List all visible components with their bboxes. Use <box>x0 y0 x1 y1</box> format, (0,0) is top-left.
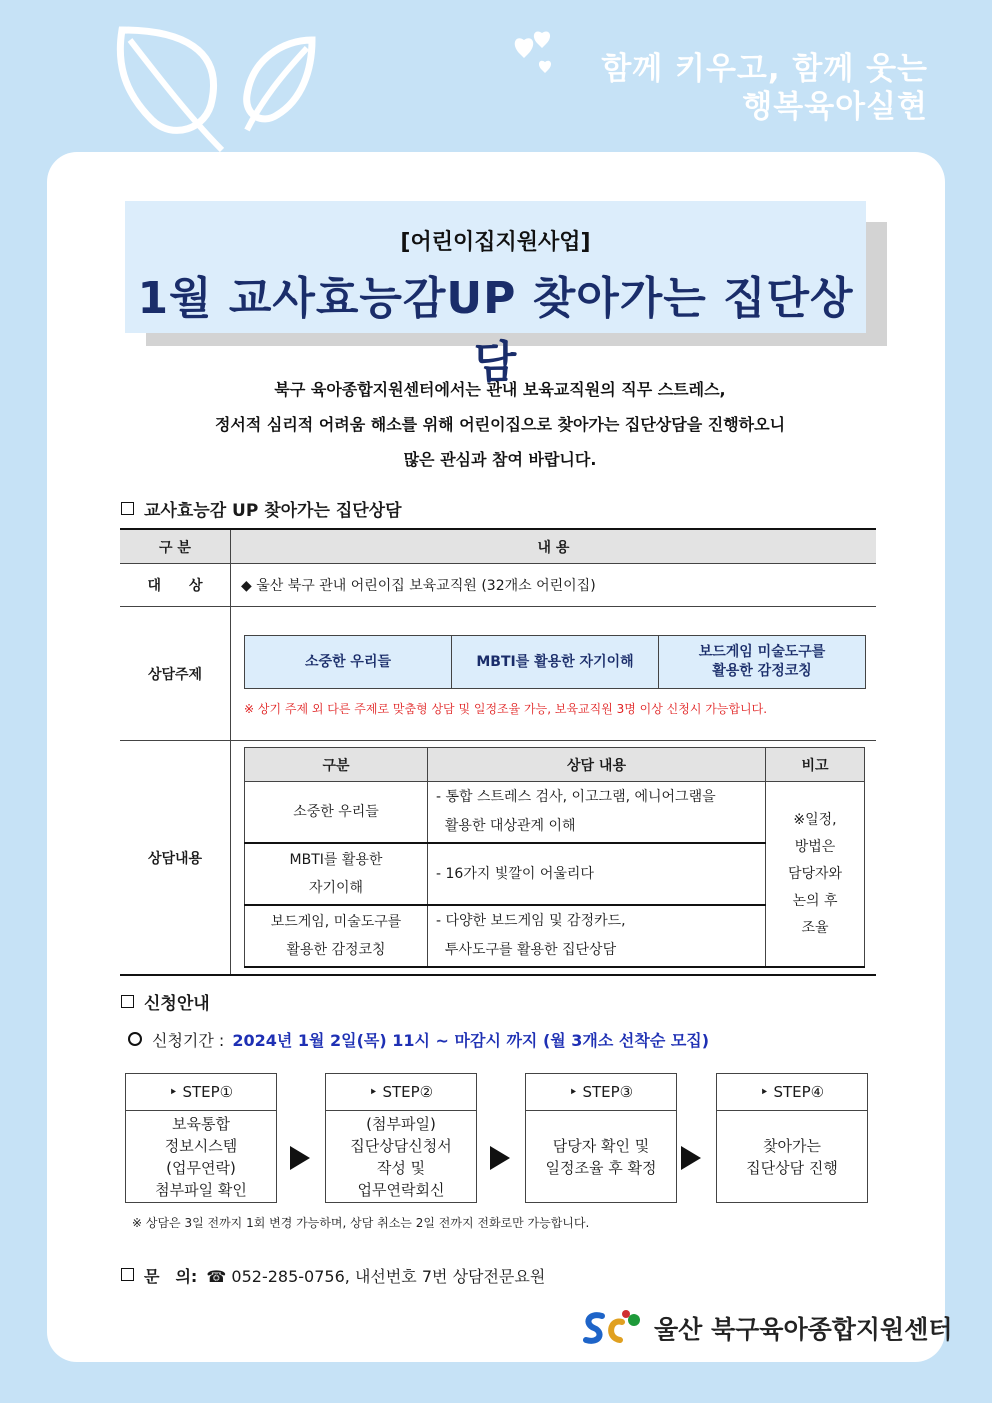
checkbox-square-icon <box>121 502 134 515</box>
inner-header-row <box>245 748 865 782</box>
section-heading-program <box>121 496 402 521</box>
step-text: (첨부파일) 집단상담신청서 작성 및 업무연락회신 <box>350 1114 452 1199</box>
remark: ※일정, 방법은 담당자와 논의 후 조율 <box>766 782 865 968</box>
step-text: 찾아가는 집단상담 진행 <box>746 1136 838 1177</box>
step-label: ‣ STEP③ <box>526 1074 676 1111</box>
cancel-note: ※ 상담은 3일 전까지 1회 변경 가능하며, 상담 취소는 2일 전까지 전화로만 가능합니다. <box>132 1216 590 1230</box>
step-label: ‣ STEP④ <box>717 1074 867 1111</box>
checkbox-square-icon <box>121 995 134 1008</box>
intro-line: 북구 육아종합지원센터에서는 관내 보육교직원의 직무 스트레스, <box>274 380 726 399</box>
inner-row-name: MBTI를 활용한 자기이해 <box>245 843 428 905</box>
topic-cell <box>231 607 877 741</box>
intro-line: 많은 관심과 참여 바랍니다. <box>403 450 597 469</box>
inner-row-name: 보드게임, 미술도구를 활용한 감정코칭 <box>245 905 428 967</box>
slogan-line-2: 행복육아실현 <box>742 89 928 125</box>
topic-item: 보드게임 미술도구를 활용한 감정코칭 <box>658 636 865 688</box>
content-cell <box>231 741 877 976</box>
header-content: 내 용 <box>231 529 877 564</box>
topic-item: MBTI를 활용한 자기이해 <box>451 636 658 688</box>
intro-text <box>60 372 940 477</box>
target-label: 대 상 <box>120 564 231 607</box>
title-box <box>125 201 866 388</box>
program-table <box>120 528 876 976</box>
inner-row-desc: - 통합 스트레스 검사, 이고그램, 에니어그램을 활용한 대상관계 이해 <box>428 782 766 844</box>
step-2 <box>325 1073 477 1203</box>
content-table <box>244 747 865 968</box>
inner-row-desc: - 16가지 빛깔이 어울리다 <box>428 843 766 905</box>
contact-info <box>121 1264 545 1287</box>
topic-label: 상담주제 <box>120 607 231 741</box>
intro-line: 정서적 심리적 어려움 해소를 위해 어린이집으로 찾아가는 집단상담을 진행하오니 <box>214 415 786 434</box>
table-row-target <box>120 564 876 607</box>
title-sub: [어린이집지원사업] <box>400 230 591 255</box>
topic-item: 소중한 우리들 <box>245 636 451 688</box>
step-1 <box>125 1073 277 1203</box>
header-category: 구 분 <box>120 529 231 564</box>
topic-list <box>244 635 866 689</box>
table-row-topics <box>120 607 876 741</box>
period-value: 2024년 1월 2일(목) 11시 ~ 마감시 까지 (월 3개소 선착순 모집) <box>232 1031 710 1050</box>
slogan-line-1: 함께 키우고, 함께 웃는 <box>601 51 928 87</box>
contact-label: 문 의: <box>144 1267 198 1286</box>
inner-header: 상담 내용 <box>428 748 766 782</box>
leaf-illustration <box>112 20 332 160</box>
section-heading-text: 신청안내 <box>144 994 210 1014</box>
arrow-right-icon <box>681 1146 701 1170</box>
step-text: 담당자 확인 및 일정조율 후 확정 <box>545 1136 657 1177</box>
inner-row <box>245 782 865 844</box>
topic-note: ※ 상기 주제 외 다른 주제로 맞춤형 상담 및 일정조율 가능, 보육교직원 3명 이상 신청시 가능합니다. <box>244 702 768 716</box>
center-logo-icon <box>582 1308 644 1348</box>
target-value: ◆ 울산 북구 관내 어린이집 보육교직원 (32개소 어린이집) <box>231 564 877 607</box>
inner-header: 구분 <box>245 748 428 782</box>
step-label: ‣ STEP② <box>326 1074 476 1111</box>
inner-row-name: 소중한 우리들 <box>245 782 428 844</box>
table-row-contents <box>120 741 876 976</box>
circle-bullet-icon <box>128 1032 142 1046</box>
content-label: 상담내용 <box>120 741 231 976</box>
slogan <box>601 50 928 126</box>
step-3 <box>525 1073 677 1203</box>
period-label: 신청기간 : <box>152 1031 225 1050</box>
step-label: ‣ STEP① <box>126 1074 276 1111</box>
step-4 <box>716 1073 868 1203</box>
section-heading-text: 교사효능감 UP 찾아가는 집단상담 <box>144 501 402 521</box>
center-logo-text: 울산 북구육아종합지원센터 <box>654 1315 953 1344</box>
arrow-right-icon <box>290 1146 310 1170</box>
checkbox-square-icon <box>121 1268 134 1281</box>
hearts-icon <box>508 26 568 76</box>
apply-period <box>128 1028 709 1051</box>
section-heading-apply <box>121 989 210 1014</box>
center-logo <box>582 1308 953 1348</box>
step-text: 보육통합 정보시스템 (업무연락) 첨부파일 확인 <box>155 1114 247 1199</box>
inner-header: 비고 <box>766 748 865 782</box>
contact-value: ☎ 052-285-0756, 내선번호 7번 상담전문요원 <box>206 1267 546 1286</box>
table-header-row <box>120 529 876 564</box>
arrow-right-icon <box>490 1146 510 1170</box>
inner-row-desc: - 다양한 보드게임 및 감정카드, 투사도구를 활용한 집단상담 <box>428 905 766 967</box>
page-title: 1월 교사효능감UP 찾아가는 집단상담 <box>137 273 854 388</box>
